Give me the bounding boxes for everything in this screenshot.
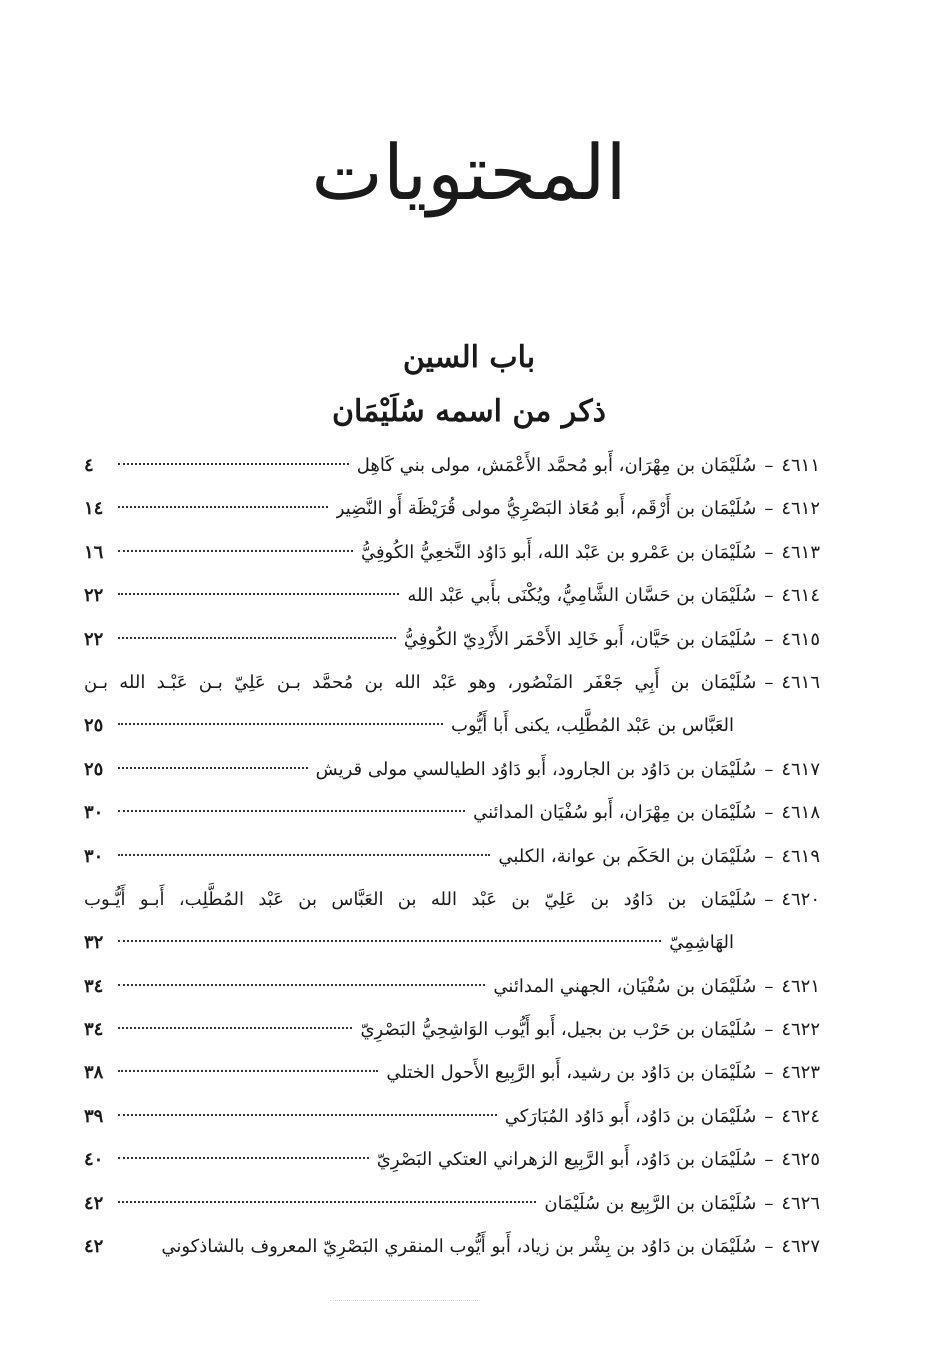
toc-entry-continuation <box>84 704 820 747</box>
entry-dash: – <box>764 1062 774 1084</box>
entry-number: ٤٦٢٤ <box>781 1105 820 1127</box>
entry-dash: – <box>764 541 774 563</box>
dot-leader <box>118 767 308 769</box>
dot-leader <box>118 1027 352 1029</box>
page-number: ٣٤ <box>84 975 104 997</box>
table-of-contents <box>84 444 820 1268</box>
page-number: ٤٢ <box>84 1236 104 1258</box>
toc-entry <box>84 1225 820 1268</box>
page-title: المحتويات <box>311 128 627 217</box>
entry-title: سُلَيْمَان بن دَاوُد بن عَلِيّ بن عَبْد الله بن العَبَّاس بن عَبْد المُطَّلِب، أَبـو أَيُّـوب <box>84 888 757 910</box>
entry-title: سُلَيْمَان بن دَاوُد، أَبو دَاوُد المُبَارَكي <box>504 1105 757 1127</box>
toc-entry <box>84 487 820 530</box>
toc-entry-line <box>84 878 820 921</box>
entry-dash: – <box>764 802 774 824</box>
toc-entry-line <box>84 835 820 878</box>
entry-number: ٤٦١٣ <box>781 541 820 563</box>
entry-dash: – <box>764 758 774 780</box>
entry-number: ٤٦٢٧ <box>781 1236 820 1258</box>
toc-entry-line <box>84 965 820 1008</box>
page-number: ٤٢ <box>84 1192 104 1214</box>
toc-entry-line <box>84 1182 820 1225</box>
toc-entry <box>84 835 820 878</box>
entry-number: ٤٦١٨ <box>781 802 820 824</box>
dot-leader <box>118 1070 378 1072</box>
dot-leader <box>118 593 399 595</box>
dot-leader <box>118 506 328 508</box>
toc-entry-line <box>84 618 820 661</box>
entry-dash: – <box>764 888 774 910</box>
toc-entry <box>84 574 820 617</box>
entry-number: ٤٦٢٦ <box>781 1192 820 1214</box>
entry-number: ٤٦١٢ <box>781 498 820 520</box>
entry-title: سُلَيْمَان بن أَرْقَم، أَبو مُعَاذ البَصْرِيُّ مولى قُرَيْظَة أَو النَّضِير <box>335 498 757 520</box>
entry-dash: – <box>764 498 774 520</box>
entry-number: ٤٦٢٠ <box>781 888 820 910</box>
toc-entry-line <box>84 1008 820 1051</box>
entry-title: سُلَيْمَان بن الحَكَم بن عوانة، الكلبي <box>498 845 757 867</box>
dot-leader <box>118 1114 497 1116</box>
entry-title: سُلَيْمَان بن أَبِي جَعْفَر المَنْصُور، وهو عَبْد الله بن مُحمَّد بـن عَلِيّ بـن عَبْـد الله بـن <box>84 671 757 693</box>
entry-title-continued: العَبَّاس بن عَبْد المُطَّلِب، يكنى أَبا أَيُّوب <box>451 715 734 737</box>
scan-smudge <box>330 1300 480 1311</box>
page-number: ٢٥ <box>84 758 104 780</box>
page-number: ٣٨ <box>84 1062 104 1084</box>
dot-leader <box>118 1201 536 1203</box>
entry-number: ٤٦١٧ <box>781 758 820 780</box>
chapter-heading: باب السين <box>402 340 536 375</box>
toc-entry-line <box>84 748 820 791</box>
entry-number: ٤٦٢١ <box>781 975 820 997</box>
entry-dash: – <box>764 1105 774 1127</box>
toc-entry-line <box>84 444 820 487</box>
entry-title: سُلَيْمَان بن حَرْب بن بجيل، أَبو أَيُّوب الوَاشِحِيُّ البَصْرِيّ <box>360 1019 757 1041</box>
toc-entry <box>84 1008 820 1051</box>
entry-dash: – <box>764 455 774 476</box>
toc-entry <box>84 1095 820 1138</box>
toc-entry-line <box>84 487 820 530</box>
toc-entry-line <box>84 1051 820 1094</box>
toc-entry-line <box>84 1225 820 1268</box>
dot-leader <box>118 940 661 942</box>
dot-leader <box>118 984 485 986</box>
page-number: ٤ <box>84 455 94 476</box>
toc-entry <box>84 1051 820 1094</box>
entry-title: سُلَيْمَان بن دَاوُد بن الجارود، أَبو دَاوُد الطيالسي مولى قريش <box>315 758 757 780</box>
entry-number: ٤٦٢٥ <box>781 1149 820 1171</box>
toc-entry <box>84 878 820 965</box>
entry-dash: – <box>764 585 774 607</box>
entry-title: سُلَيْمَان بن دَاوُد، أَبو الرَّبِيع الزهراني العتكي البَصْرِيّ <box>376 1149 757 1171</box>
entry-number: ٤٦٢٣ <box>781 1062 820 1084</box>
page-number: ٣٩ <box>84 1105 104 1127</box>
entry-title-continued: الهَاشِمِيّ <box>669 932 734 954</box>
section-heading: ذكر من اسمه سُلَيْمَان <box>332 394 606 429</box>
entry-dash: – <box>764 671 774 693</box>
page-number: ٢٥ <box>84 715 104 737</box>
toc-entry-line <box>84 791 820 834</box>
page-number: ٣٠ <box>84 802 104 824</box>
entry-title: سُلَيْمَان بن دَاوُد بن بِشْر بن زياد، أَبو أَيُّوب المنقري البَصْرِيّ المعروف بالشاذكوني <box>161 1236 757 1258</box>
dot-leader <box>118 550 353 552</box>
entry-title: سُلَيْمَان بن الرَّبِيع بن سُلَيْمَان <box>544 1192 757 1214</box>
entry-number: ٤٦٢٢ <box>781 1019 820 1041</box>
entry-number: ٤٦١٩ <box>781 845 820 867</box>
entry-dash: – <box>764 1192 774 1214</box>
toc-entry-line <box>84 661 820 704</box>
toc-entry-line <box>84 574 820 617</box>
entry-dash: – <box>764 845 774 867</box>
page-number: ٢٢ <box>84 628 104 650</box>
entry-number: ٤٦١٦ <box>781 671 820 693</box>
toc-entry <box>84 444 820 487</box>
page-number: ٣٠ <box>84 845 104 867</box>
entry-title: سُلَيْمَان بن حَسَّان الشَّامِيُّ، ويُكْنَى بأَبي عَبْد الله <box>407 585 757 607</box>
dot-leader <box>118 463 349 465</box>
toc-entry-line <box>84 1138 820 1181</box>
page-number: ١٤ <box>84 498 104 520</box>
toc-entry <box>84 965 820 1008</box>
dot-leader <box>118 723 443 725</box>
page-number: ٤٠ <box>84 1149 104 1171</box>
toc-entry <box>84 791 820 834</box>
toc-entry <box>84 661 820 748</box>
entry-dash: – <box>764 1149 774 1171</box>
entry-dash: – <box>764 628 774 650</box>
dot-leader <box>118 1157 369 1159</box>
entry-title: سُلَيْمَان بن حَيَّان، أَبو خَالِد الأَحْمَر الأَزْدِيّ الكُوفِيُّ <box>403 628 757 650</box>
page-number: ٣٢ <box>84 932 104 954</box>
page-number: ٢٢ <box>84 585 104 607</box>
entry-title: سُلَيْمَان بن عَمْرو بن عَبْد الله، أَبو دَاوُد النَّخعِيُّ الكُوفِيُّ <box>360 541 757 563</box>
toc-entry <box>84 1182 820 1225</box>
entry-title: سُلَيْمَان بن سُفْيَان، الجهني المدائني <box>493 975 757 997</box>
toc-entry-line <box>84 1095 820 1138</box>
page-number: ١٦ <box>84 541 104 563</box>
entry-number: ٤٦١١ <box>781 455 820 476</box>
entry-dash: – <box>764 1236 774 1258</box>
entry-number: ٤٦١٥ <box>781 628 820 650</box>
entry-title: سُلَيْمَان بن مِهْرَان، أَبو مُحمَّد الأَعْمَش، مولى بني كَاهِل <box>356 455 757 476</box>
toc-entry <box>84 1138 820 1181</box>
toc-entry-continuation <box>84 921 820 964</box>
entry-dash: – <box>764 1019 774 1041</box>
dot-leader <box>118 637 396 639</box>
dot-leader <box>118 854 490 856</box>
toc-entry <box>84 748 820 791</box>
toc-entry <box>84 531 820 574</box>
entry-title: سُلَيْمَان بن دَاوُد بن رشيد، أَبو الرَّبِيع الأَحول الختلي <box>386 1062 757 1084</box>
entry-number: ٤٦١٤ <box>781 585 820 607</box>
toc-entry-line <box>84 531 820 574</box>
entry-title: سُلَيْمَان بن مِهْرَان، أَبو سُفْيَان المدائني <box>473 802 757 824</box>
toc-entry <box>84 618 820 661</box>
entry-dash: – <box>764 975 774 997</box>
page-number: ٣٤ <box>84 1019 104 1041</box>
dot-leader <box>118 810 465 812</box>
